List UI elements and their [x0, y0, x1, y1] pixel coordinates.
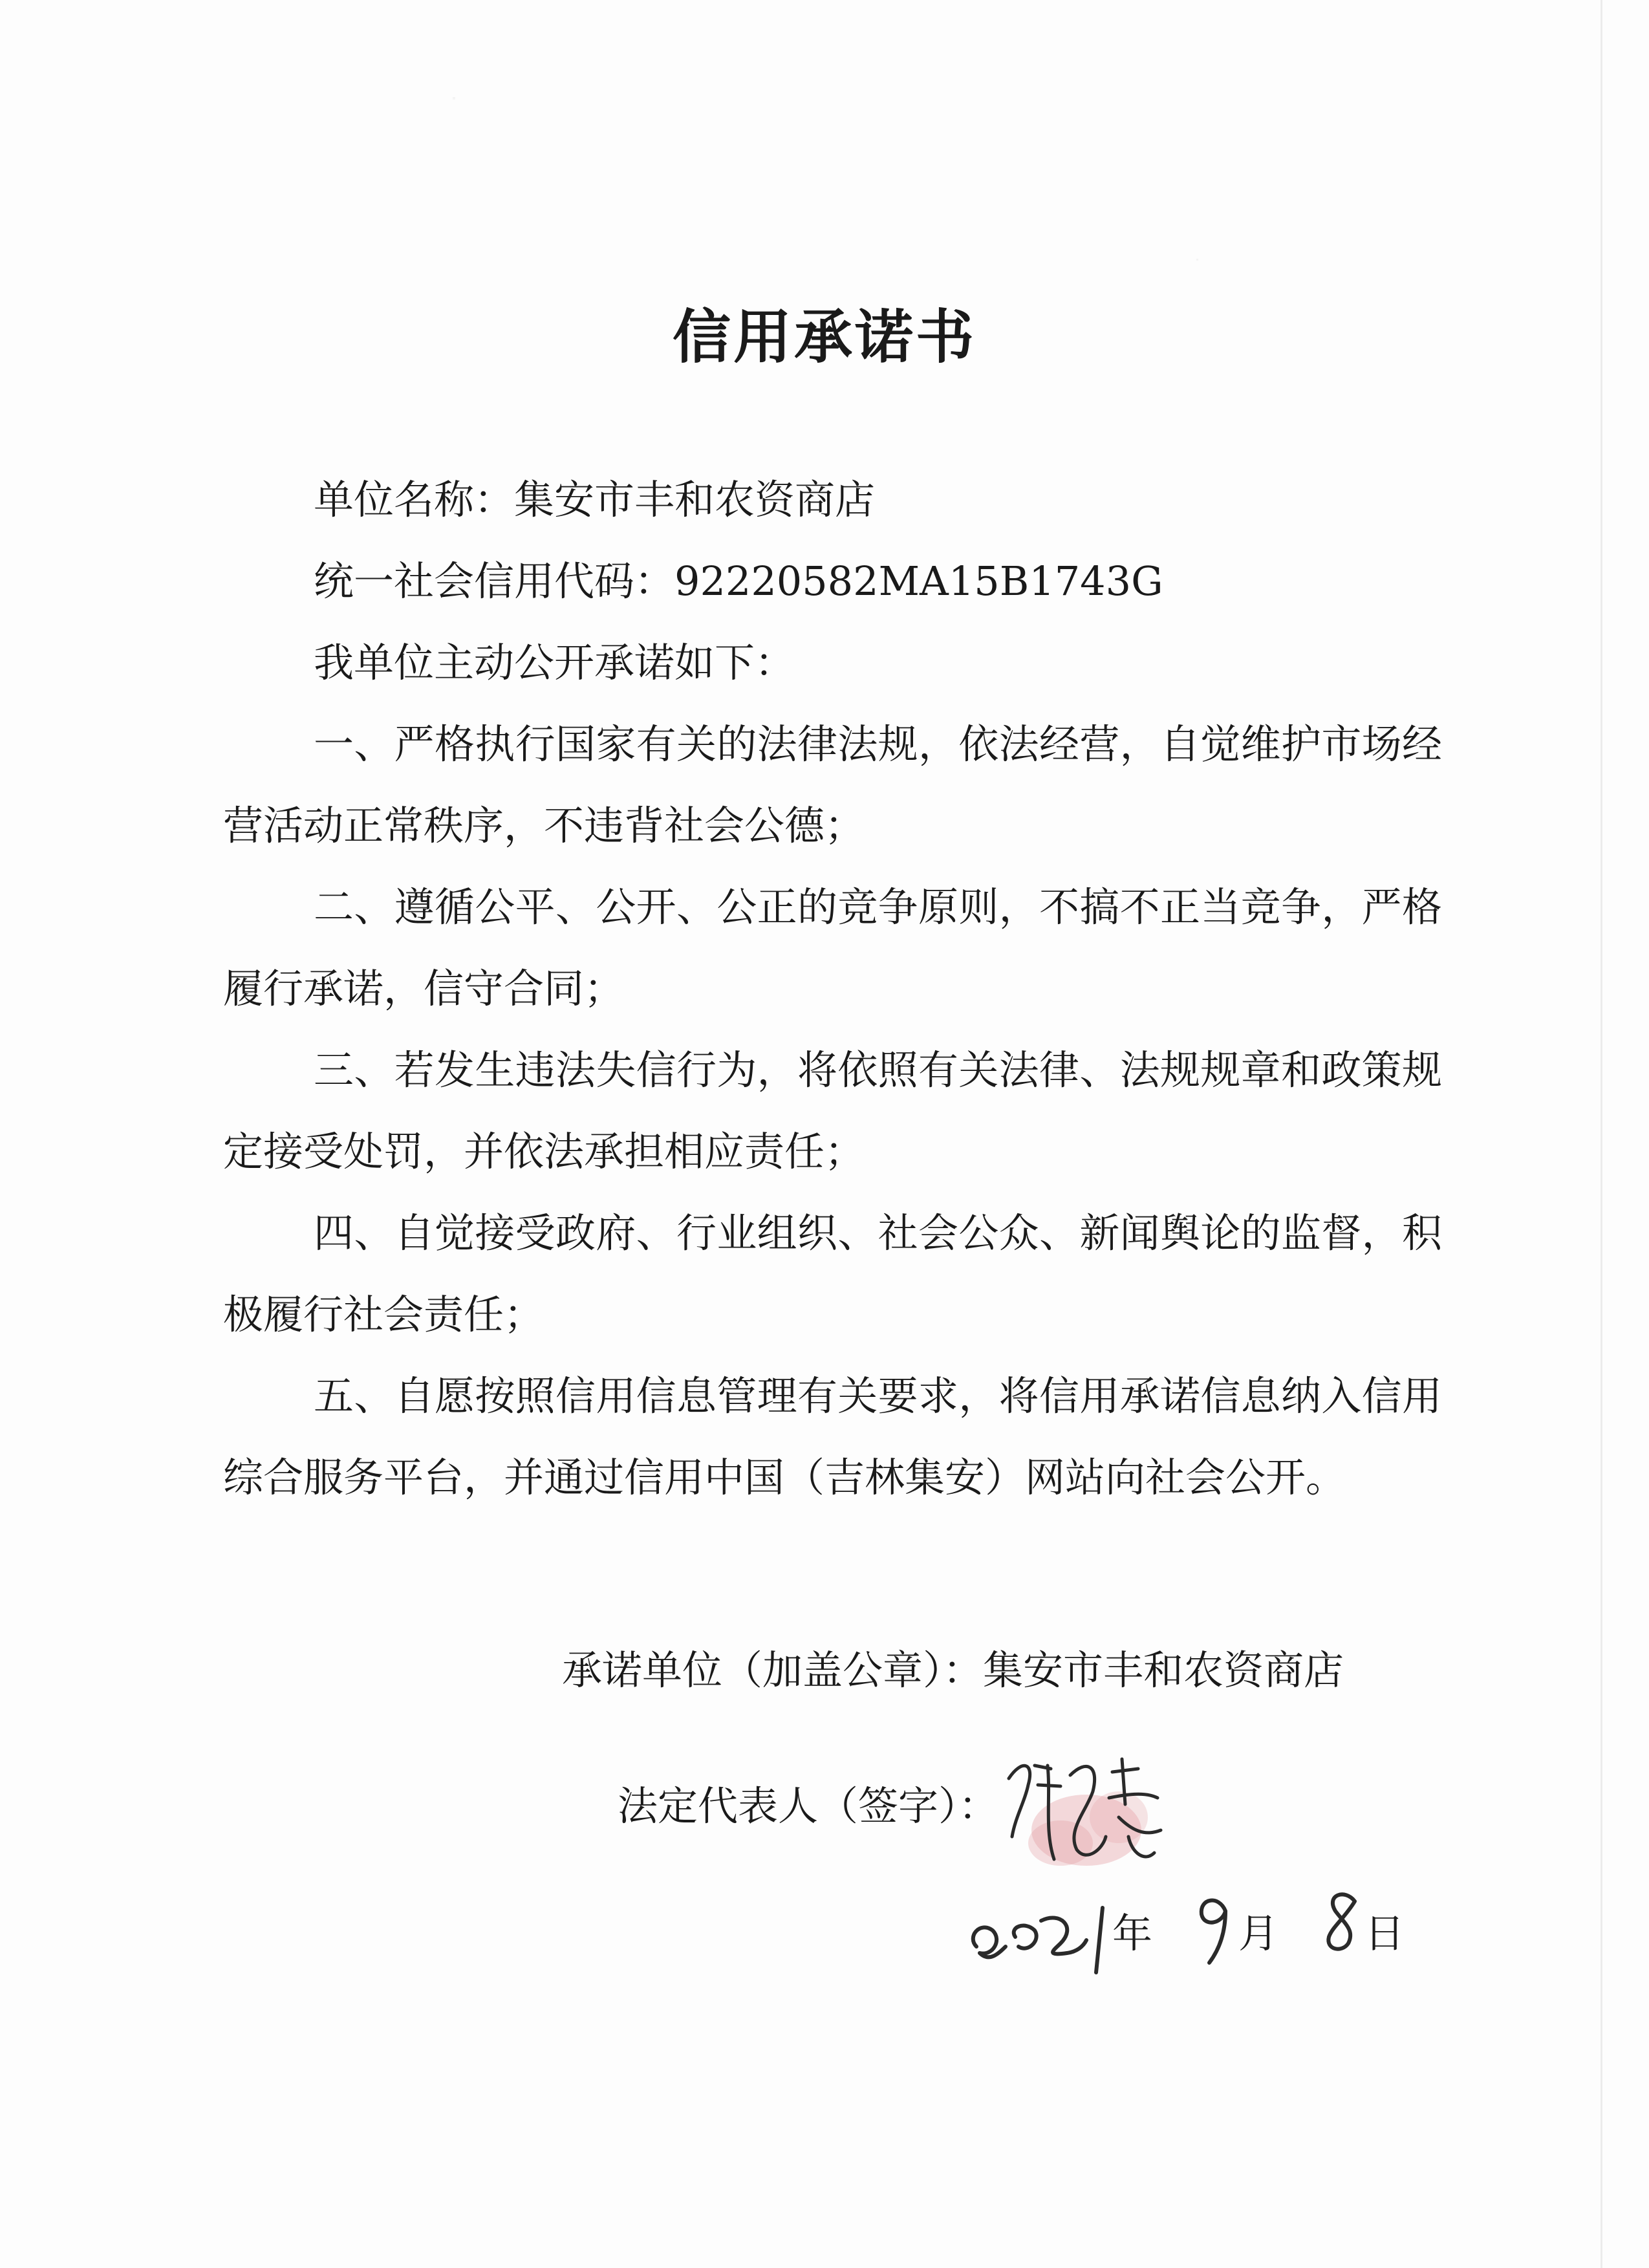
- legal-rep-label: 法定代表人（签字）：: [618, 1782, 999, 1830]
- signing-date: [964, 1856, 1416, 1985]
- commitment-item-1: 一、严格执行国家有关的法律法规，依法经营，自觉维护市场经营活动正常秩序，不违背社会公德；: [223, 720, 1442, 849]
- year-suffix: 年: [1112, 1910, 1153, 1957]
- unit-name-line: 单位名称：集安市丰和农资商店: [314, 476, 876, 523]
- handwritten-day: [1316, 1882, 1368, 1966]
- commitment-item-4: 四、自觉接受政府、行业组织、社会公众、新闻舆论的监督，积极履行社会责任；: [223, 1209, 1442, 1338]
- handwritten-year: [964, 1875, 1119, 1979]
- credit-code-line: 统一社会信用代码：92220582MA15B1743G: [314, 557, 1163, 605]
- intro-line: 我单位主动公开承诺如下：: [314, 639, 795, 686]
- commitment-item-5: 五、自愿按照信用信息管理有关要求，将信用承诺信息纳入信用综合服务平台，并通过信用中国（吉林集安）网站向社会公开。: [223, 1372, 1442, 1501]
- document-body: [223, 459, 1442, 1518]
- scan-speck: [453, 97, 455, 100]
- commitment-item-3: 三、若发生违法失信行为，将依照有关法律、法规规章和政策规定接受处罚，并依法承担相应责任；: [223, 1046, 1442, 1175]
- month-suffix: 月: [1238, 1910, 1279, 1957]
- commitment-item-2: 二、遵循公平、公开、公正的竞争原则，不搞不正当竞争，严格履行承诺，信守合同；: [223, 883, 1442, 1012]
- scan-speck: [1196, 259, 1198, 261]
- document-title: 信用承诺书: [673, 303, 976, 371]
- handwritten-month: [1190, 1882, 1242, 1972]
- day-suffix: 日: [1364, 1910, 1405, 1957]
- committing-unit-line: 承诺单位（加盖公章）：集安市丰和农资商店: [561, 1647, 1344, 1694]
